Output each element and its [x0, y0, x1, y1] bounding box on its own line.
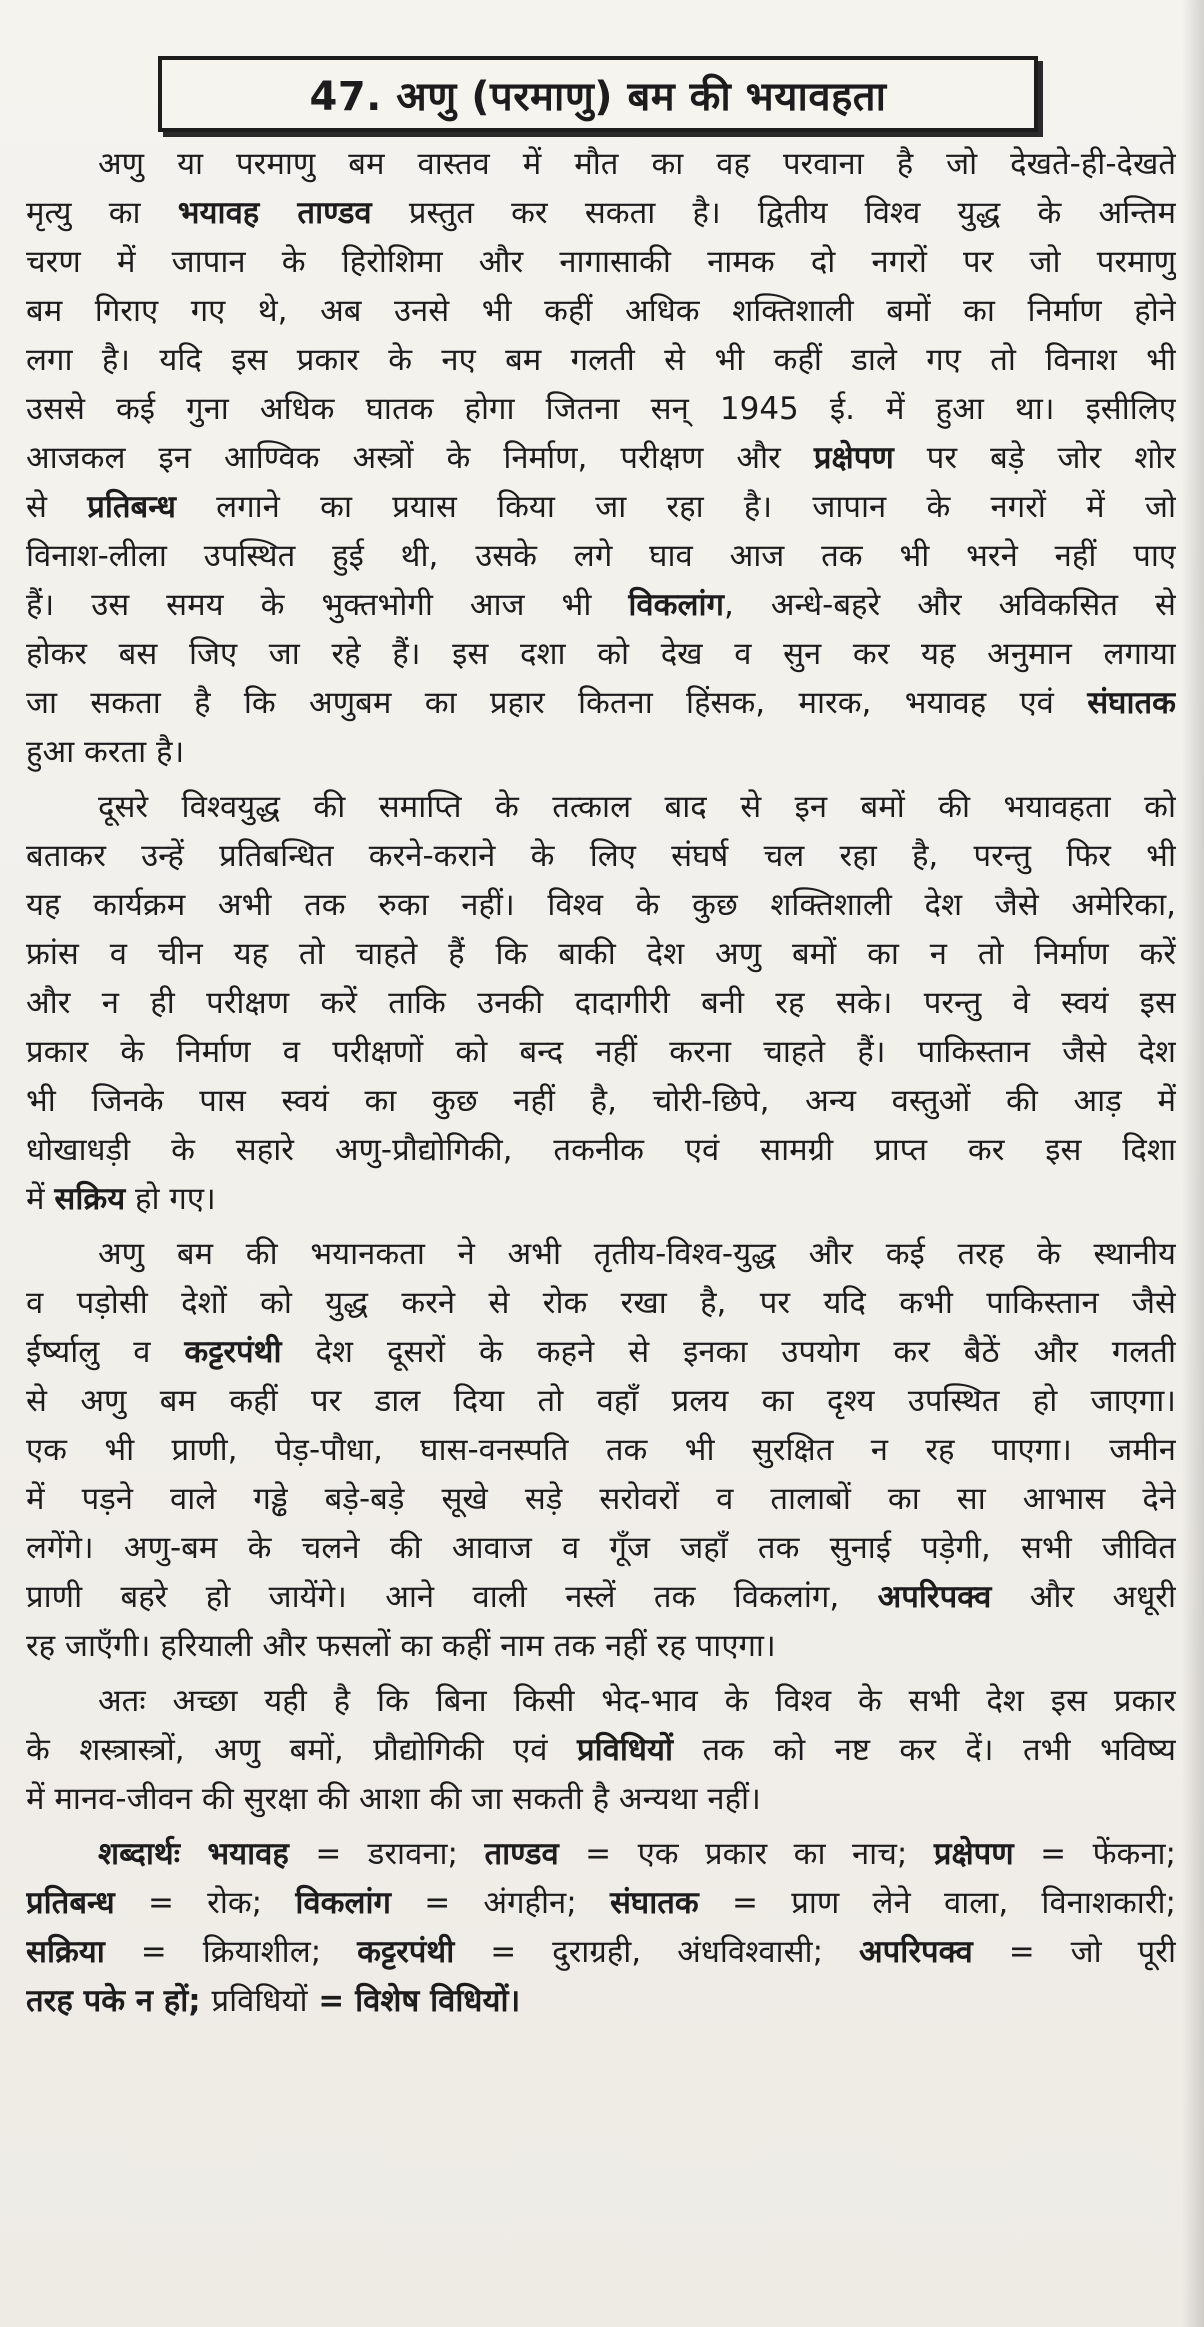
- bold-term: संघातक: [609, 1885, 699, 1921]
- text-line: [26, 979, 1176, 1028]
- text-line: [26, 434, 1176, 483]
- text-segment: विनाश-लीला उपस्थित हुई थी, उसके लगे घाव आज तक भी भरने नहीं पाए: [26, 538, 1176, 574]
- text-line: [26, 1475, 1176, 1524]
- text-segment: अणु या परमाणु बम वास्तव में मौत का वह परवाना है जो देखते-ही-देखते: [98, 146, 1176, 182]
- text-line: [26, 832, 1176, 881]
- paragraph: [26, 783, 1176, 1224]
- text-segment: धोखाधड़ी के सहारे अणु-प्रौद्योगिकी, तकनीक एवं सामग्री प्राप्त कर इस दिशा: [26, 1132, 1176, 1168]
- bold-term: प्रतिबन्ध: [26, 1885, 115, 1921]
- bold-term: अपरिपक्व: [859, 1934, 973, 1970]
- text-line: [26, 1279, 1176, 1328]
- paragraph: [26, 1677, 1176, 1824]
- text-line: [26, 881, 1176, 930]
- text-segment: और अधूरी: [991, 1579, 1176, 1615]
- text-line: [26, 1622, 1176, 1671]
- text-line: [26, 1328, 1176, 1377]
- text-line: [26, 1726, 1176, 1775]
- text-segment: देश दूसरों के कहने से इनका उपयोग कर बैठें और गलती: [281, 1334, 1176, 1370]
- bold-term: शब्दार्थः भयावह: [98, 1836, 289, 1872]
- text-segment: में मानव-जीवन की सुरक्षा की आशा की जा सकती है अन्यथा नहीं।: [26, 1781, 761, 1817]
- chapter-title: 47. अणु (परमाणु) बम की भयावहता: [309, 73, 887, 120]
- text-segment: हुआ करता है।: [26, 734, 185, 770]
- bold-term: प्रतिबन्ध: [87, 489, 176, 525]
- text-line: [26, 1573, 1176, 1622]
- text-segment: = दुराग्रही, अंधविश्वासी;: [454, 1934, 859, 1970]
- text-segment: लगा है। यदि इस प्रकार के नए बम गलती से भी कहीं डाले गए तो विनाश भी: [26, 342, 1176, 378]
- text-line: [26, 581, 1176, 630]
- text-line: [26, 385, 1176, 434]
- text-segment: फ्रांस व चीन यह तो चाहते हैं कि बाकी देश अणु बमों का न तो निर्माण करें: [26, 936, 1176, 972]
- text-line: [26, 1126, 1176, 1175]
- text-segment: यह कार्यक्रम अभी तक रुका नहीं। विश्व के कुछ शक्तिशाली देश जैसे अमेरिका,: [26, 887, 1176, 923]
- text-line: [26, 1830, 1176, 1879]
- text-segment: के शस्त्रास्त्रों, अणु बमों, प्रौद्योगिकी एवं: [26, 1732, 577, 1768]
- bold-term: सक्रिया: [26, 1934, 105, 1970]
- text-segment: बम गिराए गए थे, अब उनसे भी कहीं अधिक शक्तिशाली बमों का निर्माण होने: [26, 293, 1176, 329]
- paragraph: [26, 1230, 1176, 1671]
- bold-term: प्रविधियों: [576, 1732, 673, 1768]
- text-segment: व पड़ोसी देशों को युद्ध करने से रोक रखा है, पर यदि कभी पाकिस्तान जैसे: [26, 1285, 1176, 1321]
- text-line: [26, 630, 1176, 679]
- text-segment: से: [26, 489, 88, 525]
- text-line: [26, 238, 1176, 287]
- text-line: [26, 140, 1176, 189]
- paragraph: [26, 140, 1176, 777]
- text-segment: चरण में जापान के हिरोशिमा और नागासाकी नामक दो नगरों पर जो परमाणु: [26, 244, 1176, 280]
- text-segment: बताकर उन्हें प्रतिबन्धित करने-कराने के लिए संघर्ष चल रहा है, परन्तु फिर भी: [26, 838, 1176, 874]
- bold-term: प्रक्षेपण: [813, 440, 894, 476]
- text-segment: में पड़ने वाले गड्ढे बड़े-बड़े सूखे सड़े सरोवरों व तालाबों का सा आभास देने: [26, 1481, 1176, 1517]
- text-line: [26, 1524, 1176, 1573]
- text-line: [26, 336, 1176, 385]
- text-segment: आजकल इन आण्विक अस्त्रों के निर्माण, परीक्षण और: [26, 440, 814, 476]
- text-segment: = फेंकना;: [1013, 1836, 1176, 1872]
- text-line: [26, 287, 1176, 336]
- bold-term: प्रक्षेपण: [933, 1836, 1014, 1872]
- text-segment: प्रकार के निर्माण व परीक्षणों को बन्द नहीं करना चाहते हैं। पाकिस्तान जैसे देश: [26, 1034, 1176, 1070]
- text-line: [26, 1077, 1176, 1126]
- text-segment: = रोक;: [114, 1885, 296, 1921]
- text-line: [26, 679, 1176, 728]
- bold-term: तरह पके न हों;: [26, 1983, 212, 2019]
- text-line: [26, 1175, 1176, 1224]
- text-segment: = जो पूरी: [972, 1934, 1176, 1970]
- text-line: [26, 1775, 1176, 1824]
- bold-term: भयावह ताण्डव: [177, 195, 372, 231]
- chapter-title-box: [158, 56, 1038, 132]
- text-segment: होकर बस जिए जा रहे हैं। इस दशा को देख व सुन कर यह अनुमान लगाया: [26, 636, 1176, 672]
- bold-term: विकलांग: [628, 587, 724, 623]
- text-segment: = अंगहीन;: [390, 1885, 610, 1921]
- text-line: [26, 1879, 1176, 1928]
- page-edge-shadow: [1182, 0, 1204, 2327]
- essay-body: [26, 140, 1176, 2032]
- text-segment: भी जिनके पास स्वयं का कुछ नहीं है, चोरी-छिपे, अन्य वस्तुओं की आड़ में: [26, 1083, 1176, 1119]
- text-segment: लगेंगे। अणु-बम के चलने की आवाज व गूँज जहाँ तक सुनाई पड़ेगी, सभी जीवित: [26, 1530, 1176, 1566]
- text-segment: लगाने का प्रयास किया जा रहा है। जापान के नगरों में जो: [175, 489, 1176, 525]
- text-line: [26, 532, 1176, 581]
- text-segment: , अन्धे-बहरे और अविकसित से: [723, 587, 1176, 623]
- text-segment: में: [26, 1181, 55, 1217]
- text-line: [26, 1230, 1176, 1279]
- text-segment: हैं। उस समय के भुक्तभोगी आज भी: [26, 587, 629, 623]
- text-segment: जा सकता है कि अणुबम का प्रहार कितना हिंसक, मारक, भयावह एवं: [26, 685, 1088, 721]
- text-line: [26, 1377, 1176, 1426]
- text-segment: उससे कई गुना अधिक घातक होगा जितना सन् 1945 ई. में हुआ था। इसीलिए: [26, 391, 1176, 427]
- text-line: [26, 1977, 1176, 2026]
- text-segment: अतः अच्छा यही है कि बिना किसी भेद-भाव के विश्व के सभी देश इस प्रकार: [98, 1683, 1176, 1719]
- glossary-paragraph: [26, 1830, 1176, 2026]
- bold-term: सक्रिय: [54, 1181, 126, 1217]
- text-line: [26, 1028, 1176, 1077]
- bold-term: कट्टरपंथी: [184, 1334, 282, 1370]
- text-segment: प्रस्तुत कर सकता है। द्वितीय विश्व युद्ध के अन्तिम: [371, 195, 1176, 231]
- text-line: [26, 930, 1176, 979]
- text-line: [26, 1928, 1176, 1977]
- text-segment: हो गए।: [125, 1181, 216, 1217]
- text-line: [26, 1426, 1176, 1475]
- text-segment: ईर्ष्यालु व: [26, 1334, 185, 1370]
- text-line: [26, 783, 1176, 832]
- text-line: [26, 189, 1176, 238]
- text-segment: से अणु बम कहीं पर डाल दिया तो वहाँ प्रलय का दृश्य उपस्थित हो जाएगा।: [26, 1383, 1176, 1419]
- text-line: [26, 728, 1176, 777]
- text-segment: और न ही परीक्षण करें ताकि उनकी दादागीरी बनी रह सके। परन्तु वे स्वयं इस: [26, 985, 1176, 1021]
- text-segment: प्रविधियों: [211, 1983, 308, 2019]
- text-segment: तक को नष्ट कर दें। तभी भविष्य: [673, 1732, 1176, 1768]
- text-segment: मृत्यु का: [26, 195, 178, 231]
- bold-term: ताण्डव: [484, 1836, 559, 1872]
- bold-term: संघातक: [1087, 685, 1176, 721]
- text-segment: अणु बम की भयानकता ने अभी तृतीय-विश्व-युद्ध और कई तरह के स्थानीय: [98, 1236, 1176, 1272]
- text-segment: प्राणी बहरे हो जायेंगे। आने वाली नस्लें तक विकलांग,: [26, 1579, 878, 1615]
- text-segment: दूसरे विश्वयुद्ध की समाप्ति के तत्काल बाद से इन बमों की भयावहता को: [98, 789, 1176, 825]
- text-line: [26, 1677, 1176, 1726]
- text-segment: = एक प्रकार का नाच;: [558, 1836, 934, 1872]
- text-segment: = क्रियाशील;: [104, 1934, 358, 1970]
- text-segment: रह जाएँगी। हरियाली और फसलों का कहीं नाम तक नहीं रह पाएगा।: [26, 1628, 776, 1664]
- bold-term: = विशेष विधियों।: [307, 1983, 521, 2019]
- bold-term: कट्टरपंथी: [357, 1934, 455, 1970]
- bold-term: अपरिपक्व: [877, 1579, 992, 1615]
- text-segment: एक भी प्राणी, पेड़-पौधा, घास-वनस्पति तक भी सुरक्षित न रह पाएगा। जमीन: [26, 1432, 1176, 1468]
- text-segment: पर बड़े जोर शोर: [893, 440, 1176, 476]
- bold-term: विकलांग: [295, 1885, 391, 1921]
- text-line: [26, 483, 1176, 532]
- text-segment: = डरावना;: [288, 1836, 485, 1872]
- text-segment: = प्राण लेने वाला, विनाशकारी;: [698, 1885, 1176, 1921]
